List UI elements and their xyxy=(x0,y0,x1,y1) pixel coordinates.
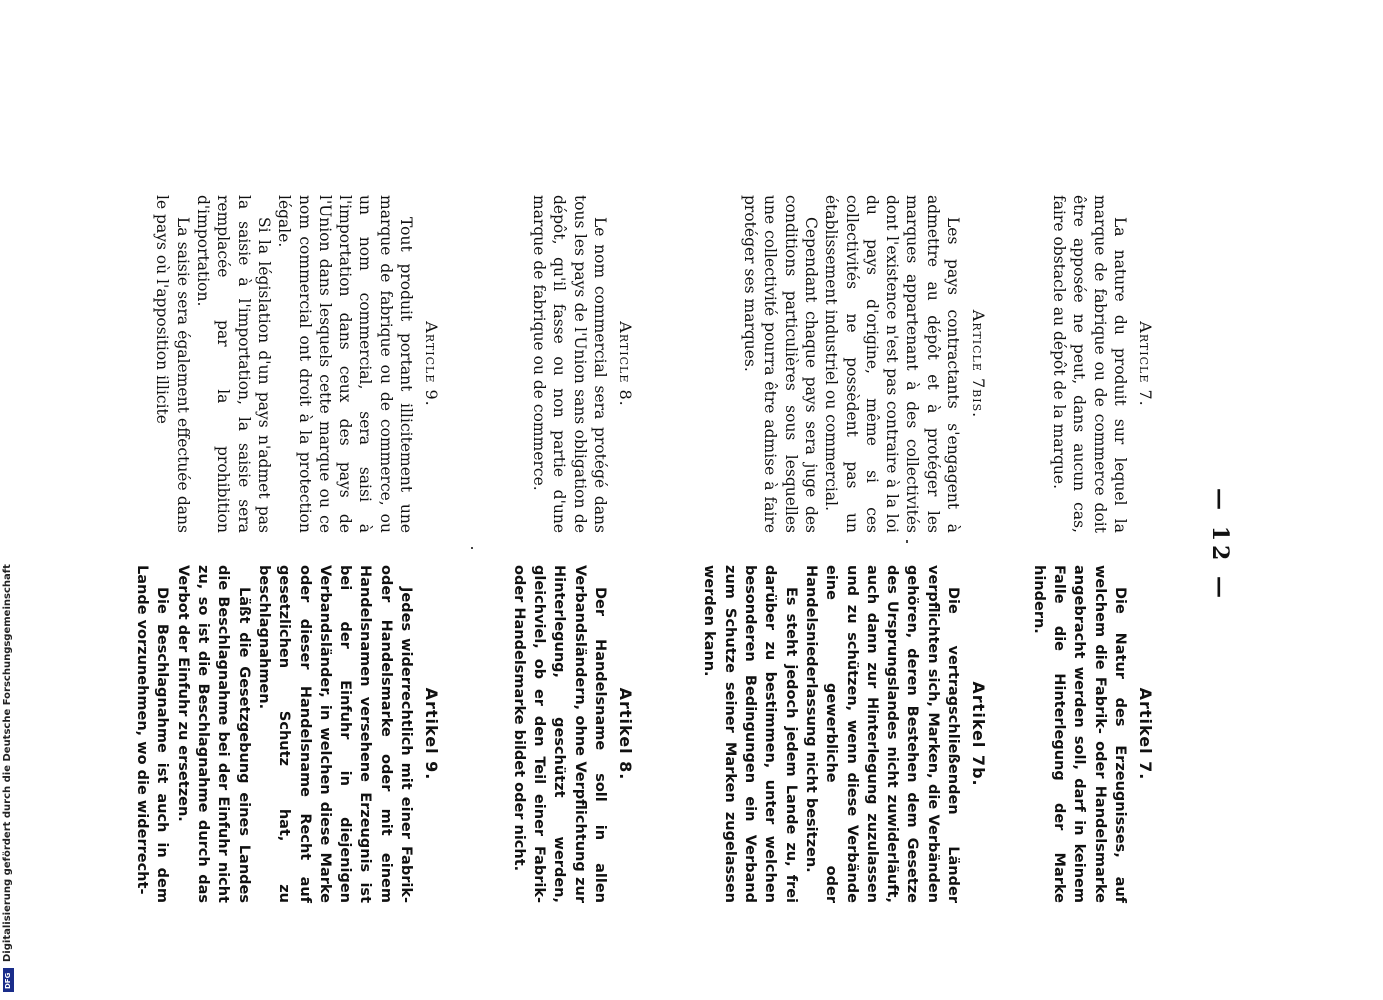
scan-speck xyxy=(471,547,473,549)
french-article-7bis xyxy=(740,195,988,533)
sidebar-funding-note: Digitalisierung gefördert durch die Deutsche Forschungsgemeinschaft xyxy=(2,564,13,962)
german-article-7-title: Artikel 7. xyxy=(1136,687,1155,781)
german-article-8 xyxy=(509,565,635,903)
page-number: — 12 — xyxy=(1207,488,1233,602)
french-article-9-paragraph-1: Tout produit portant illicitement une marque de fabrique ou de commerce, ou un nom commercial, sera saisi à l'importation dans ceux des pays de l'Union dans lesquels cette marque ou ce nom commercial ont droit à la protection légale. xyxy=(275,195,415,533)
french-article-7-title: Article 7. xyxy=(1136,321,1155,407)
french-article-7bis-paragraph-2: Cependant chaque pays sera juge des conditions particulières sous lesquelles une collectivité pourra être admise à faire protéger ses marques. xyxy=(741,195,820,533)
french-article-7 xyxy=(1049,195,1155,533)
french-article-7bis-paragraph-1: Les pays contractants s'engagent à admettre au dépôt et à protéger les marques appartenant à des collectivités dont l'existence n'est pas contraire à la loi du pays d'origine, même si ces collectivités ne possèdent pas un établissement industriel ou commercial. xyxy=(822,195,962,533)
french-article-8-title: Article 8. xyxy=(616,321,635,407)
french-article-9-paragraph-3: La saisie sera également effectuée dans le pays où l'apposition illicite xyxy=(153,195,192,533)
german-article-7bis-title: Artikel 7b. xyxy=(969,681,988,787)
french-article-9-paragraph-2: Si la législation d'un pays n'admet pas la saisie à l'importation, la saisie sera remplacée par la prohibition d'importation. xyxy=(194,195,273,533)
german-article-9-paragraph-2: Läßt die Gesetzgebung eines Landes die Beschlagnahme bei der Einfuhr nicht zu, so ist die Beschlagnahme durch das Verbot der Einfuhr zu ersetzen. xyxy=(174,565,252,903)
french-article-8-paragraph-1: Le nom commercial sera protégé dans tous les pays de l'Union sans obligation de dépôt, qu'il fasse ou non partie d'une marque de fabrique ou de commerce. xyxy=(530,195,609,533)
german-article-7bis xyxy=(699,565,988,903)
german-article-7 xyxy=(1029,565,1155,903)
german-article-8-title: Artikel 8. xyxy=(616,687,635,781)
german-article-7bis-paragraph-1: Die vertragschließenden Länder verpflichten sich, Marken, die Verbänden gehören, deren Bestehen dem Gesetze des Ursprungslandes nicht zuwiderläuft, auch dann zur Hinterlegung zuzulassen und zu schützen, wenn diese Verbände eine gewerbliche oder Handelsniederlassung nicht besitzen. xyxy=(802,565,961,903)
funding-sidebar xyxy=(0,564,16,995)
german-article-9-title: Artikel 9. xyxy=(422,687,441,781)
french-article-8 xyxy=(529,195,635,533)
german-article-7bis-paragraph-2: Es steht jedoch jedem Lande zu, frei darüber zu bestimmen, unter welchen besonderen Bedingungen ein Verband zum Schutze seiner Marken zugelassen werden kann. xyxy=(701,565,799,903)
french-article-7bis-title: Article 7bis. xyxy=(969,309,988,419)
dfg-logo-text: DFG xyxy=(4,972,12,989)
german-article-9-paragraph-3: Die Beschlagnahme ist auch in dem Lande vorzunehmen, wo die widerrecht- xyxy=(134,565,171,903)
german-article-7-paragraph-1: Die Natur des Erzeugnisses, auf welchem die Fabrik- oder Handelsmarke angebracht werden soll, darf in keinem Falle die Hinterlegung der Marke hindern. xyxy=(1030,565,1128,903)
french-article-7-paragraph-1: La nature du produit sur lequel la marque de fabrique ou de commerce doit être apposée ne peut, dans aucun cas, faire obstacle au dépôt de la marque. xyxy=(1050,195,1129,533)
german-article-9 xyxy=(132,565,441,903)
german-article-9-paragraph-1: Jedes widerrechtlich mit einer Fabrik- oder Handelsmarke oder mit einem Handelsnamen versehene Erzeugnis ist bei der Einfuhr in diejenigen Verbandsländer, in welchen diese Marke oder dieser Handelsname Recht auf gesetzlichen Schutz hat, zu beschlagnahmen. xyxy=(255,565,414,903)
german-article-8-paragraph-1: Der Handelsname soll in allen Verbandsländern, ohne Verpflichtung zur Hinterlegung, geschützt werden, gleichviel, ob er den Teil einer Fabrik- oder Handelsmarke bildet oder nicht. xyxy=(510,565,608,903)
french-article-9-title: Article 9. xyxy=(422,321,441,407)
french-article-9 xyxy=(152,195,441,533)
dfg-logo xyxy=(3,968,14,992)
scan-speck xyxy=(906,540,908,543)
rotated-document-page xyxy=(83,195,1233,903)
